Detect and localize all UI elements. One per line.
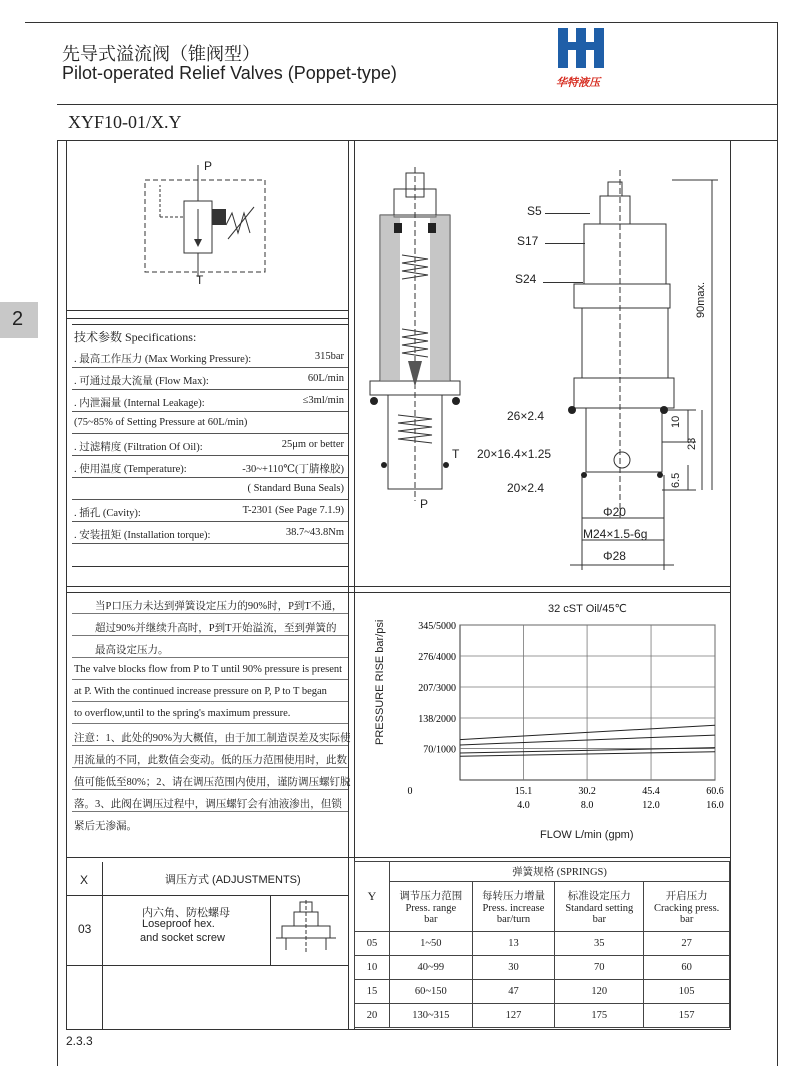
description-line: at P. With the continued increase pressure on P, P to T began (74, 686, 327, 697)
table-cell: 40~99 (390, 956, 473, 980)
table-cell: 175 (555, 1004, 644, 1028)
section-port-p: P (420, 497, 429, 511)
spec-row-leakage (72, 390, 348, 412)
chart-xlabel: FLOW L/min (gpm) (540, 829, 634, 841)
adjustment-screw-drawing (276, 900, 336, 956)
table-cell: 35 (555, 932, 644, 956)
spec-row-temperature (72, 456, 348, 478)
adjustments-title: 调压方式 (ADJUSTMENTS) (165, 874, 301, 886)
pressure-flow-chart (380, 615, 725, 820)
description-line: 当P口压力未达到弹簧设定压力的90%时，P到T不通， (95, 601, 343, 612)
table-cell: 27 (644, 932, 730, 956)
dim-oring-20: 20×2.4 (507, 481, 545, 495)
section-port-t: T (452, 447, 460, 461)
spec-row-seals (72, 478, 348, 500)
adjustment-desc-en2: and socket screw (140, 932, 225, 944)
adjustment-code: 03 (78, 922, 92, 936)
springs-header-en: Cracking press. (653, 903, 720, 914)
spec-value: -30~+110℃(丁腈橡胶) (242, 464, 344, 475)
springs-header-cn: 标准设定压力 (567, 891, 631, 902)
spec-value: ≤3ml/min (302, 395, 344, 406)
title-chinese: 先导式溢流阀（锥阀型） (62, 44, 260, 64)
table-row (355, 956, 730, 980)
dim-23: 23 (686, 437, 698, 450)
chart-series-line (460, 735, 715, 745)
description-line: 最高设定压力。 (95, 645, 169, 656)
springs-header (555, 882, 644, 932)
spec-row-torque (72, 522, 348, 544)
chart-title: 32 cST Oil/45℃ (548, 603, 627, 615)
spec-row-flow-max (72, 368, 348, 390)
description-line: 用流量的不同，此数值会变动。低的压力范围使用时，此数 (74, 755, 347, 766)
dim-oring-20-16: 20×16.4×1.25 (477, 447, 552, 461)
section-tab-number: 2 (12, 308, 24, 330)
spec-row-leakage-note (72, 412, 348, 434)
springs-header-cn: 调节压力范围 (399, 891, 463, 902)
adjustments-col-x: X (80, 873, 89, 887)
dim-s24: S24 (515, 272, 537, 286)
chart-y-tick: 207/3000 (418, 683, 456, 694)
table-cell: 47 (472, 980, 555, 1004)
specs-heading: 技术参数 Specifications: (74, 330, 197, 344)
spec-value: T-2301 (See Page 7.1.9) (242, 505, 344, 516)
section-tab (0, 302, 38, 338)
chart-x-tick-secondary: 16.0 (706, 800, 724, 811)
description-line: 紧后无渗漏。 (74, 821, 137, 832)
springs-header-unit: bar (679, 914, 694, 925)
chart-x-tick-secondary: 12.0 (642, 800, 660, 811)
table-cell: 127 (472, 1004, 555, 1028)
table-cell: 60~150 (390, 980, 473, 1004)
table-cell: 70 (555, 956, 644, 980)
table-row (355, 980, 730, 1004)
springs-header (472, 882, 555, 932)
dim-oring-26: 26×2.4 (507, 409, 545, 423)
table-row (355, 932, 730, 956)
table-cell: 120 (555, 980, 644, 1004)
springs-header-en: Standard setting (565, 903, 634, 914)
springs-header (644, 882, 730, 932)
table-cell: 05 (355, 932, 390, 956)
table-cell: 1~50 (390, 932, 473, 956)
description-line: 落。3、此阀在调压过程中，调压螺钉会有油液渗出，但锁 (74, 799, 342, 810)
springs-header-en: Press. increase (482, 903, 545, 914)
springs-header-en: Press. range (405, 903, 457, 914)
dim-thread: M24×1.5-6g (583, 527, 648, 541)
dim-6-5: 6.5 (670, 472, 682, 488)
chart-y-tick: 276/4000 (418, 652, 456, 663)
logo-text: 华特液压 (556, 77, 600, 89)
chart-x-tick: 15.1 (514, 786, 533, 797)
springs-header-unit: bar/turn (496, 914, 531, 925)
chart-x-tick: 0 (407, 786, 413, 797)
chart-x-tick: 30.2 (578, 786, 596, 797)
spec-row-cavity (72, 500, 348, 522)
chart-y-tick: 138/2000 (418, 714, 456, 725)
symbol-port-t: T (196, 273, 204, 287)
table-cell: 15 (355, 980, 390, 1004)
spec-row-filtration (72, 434, 348, 456)
chart-y-tick: 345/5000 (418, 621, 456, 632)
spec-value: 60L/min (307, 373, 344, 384)
adjustment-desc-en1: Loseproof hex. (142, 918, 215, 930)
spec-value: 315bar (314, 351, 344, 362)
chart-ylabel: PRESSURE RISE bar/psi (374, 619, 386, 745)
table-cell: 10 (355, 956, 390, 980)
description-line: 超过90%并继续升高时，P到T开始溢流，至到弹簧的 (95, 623, 337, 634)
table-cell: 20 (355, 1004, 390, 1028)
chart-x-tick-secondary: 4.0 (517, 800, 530, 811)
spec-label: . 插孔 (Cavity): (74, 508, 141, 519)
table-cell: 30 (472, 956, 555, 980)
table-cell: 130~315 (390, 1004, 473, 1028)
section-view-drawing (360, 165, 470, 511)
springs-col-y: Y (355, 862, 390, 932)
dim-10: 10 (670, 415, 682, 428)
spec-row-max-pressure (72, 346, 348, 368)
spec-label: . 可通过最大流量 (Flow Max): (74, 376, 209, 387)
spec-value: ( Standard Buna Seals) (247, 483, 344, 494)
springs-header-cn: 每转压力增量 (481, 891, 545, 902)
description-line: 注意：1、此处的90%为大概值，由于加工制造误差及实际使 (74, 733, 351, 744)
description-line: to overflow,until to the spring's maximum pressure. (74, 708, 291, 719)
model-number: XYF10-01/X.Y (68, 112, 182, 132)
dim-90max: 90max. (695, 281, 707, 318)
spec-value: 25μm or better (281, 439, 344, 450)
table-cell: 105 (644, 980, 730, 1004)
spec-label: . 安装扭矩 (Installation torque): (74, 530, 211, 541)
dim-phi20: Φ20 (603, 505, 626, 519)
springs-header-cn: 开启压力 (665, 891, 708, 902)
description-line: 值可能低至80%；2、请在调压范围内使用，谨防调压螺钉脱 (74, 777, 351, 788)
dim-phi28: Φ28 (603, 549, 626, 563)
chart-x-tick: 60.6 (706, 786, 724, 797)
table-cell: 13 (472, 932, 555, 956)
springs-header (390, 882, 473, 932)
page-number: 2.3.3 (66, 1034, 93, 1048)
springs-table (354, 861, 730, 1028)
company-logo (550, 26, 610, 96)
table-cell: 60 (644, 956, 730, 980)
description-line: The valve blocks flow from P to T until 90% pressure is present (74, 664, 343, 675)
chart-plot-area (460, 625, 715, 780)
springs-title: 弹簧规格 (SPRINGS) (390, 862, 730, 882)
title-english: Pilot-operated Relief Valves (Poppet-type) (62, 63, 397, 83)
hydraulic-symbol (140, 159, 270, 287)
spec-label: (75~85% of Setting Pressure at 60L/min) (74, 417, 248, 428)
dim-s17: S17 (517, 234, 539, 248)
symbol-port-p: P (204, 159, 213, 173)
spec-label: . 内泄漏量 (Internal Leakage): (74, 398, 205, 409)
chart-x-tick: 45.4 (642, 786, 660, 797)
dimension-drawing (560, 170, 720, 570)
chart-y-tick: 70/1000 (423, 744, 456, 756)
spec-label: . 使用温度 (Temperature): (74, 464, 187, 475)
adjustment-desc-cn: 内六角、防松螺母 (142, 907, 230, 919)
table-row (355, 1004, 730, 1028)
chart-x-tick-secondary: 8.0 (580, 800, 594, 811)
dim-s5: S5 (527, 204, 542, 218)
table-cell: 157 (644, 1004, 730, 1028)
spec-label: . 过滤精度 (Filtration Of Oil): (74, 442, 203, 453)
springs-header-unit: bar (424, 914, 438, 925)
springs-header-unit: bar (592, 914, 606, 925)
spec-value: 38.7~43.8Nm (285, 527, 344, 538)
chart-series-line (460, 725, 715, 739)
spec-label: . 最高工作压力 (Max Working Pressure): (74, 354, 252, 365)
